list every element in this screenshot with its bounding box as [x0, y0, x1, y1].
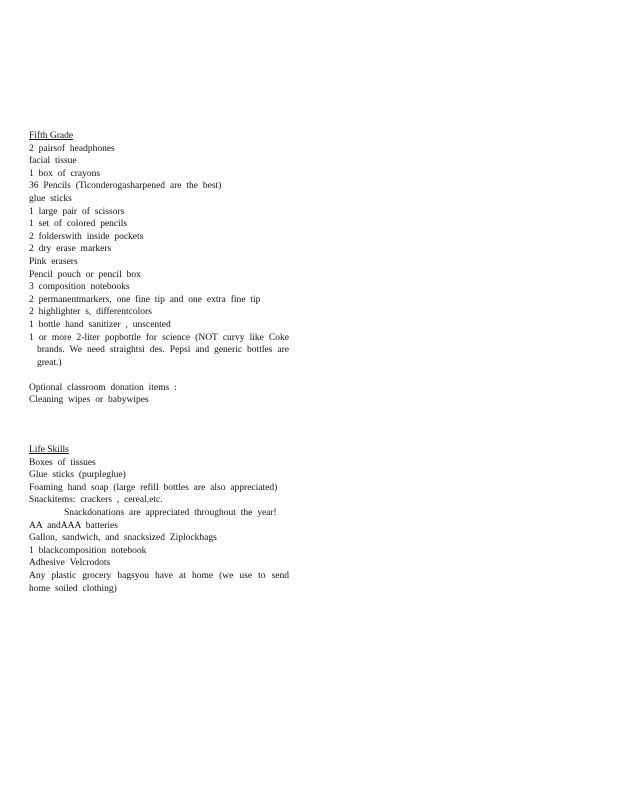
spacer [29, 369, 289, 382]
list-item: Foaming hand soap (large refill bottles are also appreciated) [29, 482, 278, 493]
list-item: 1 large pair of scissors [29, 206, 125, 217]
list-item: 36 Pencils (Ticonderogasharpened are the best) [29, 181, 222, 192]
list-item: 2 pairsof headphones [29, 143, 115, 154]
life-skills-section [29, 444, 289, 595]
list-item: glue sticks [29, 193, 72, 204]
list-item: 2 permanentmarkers, one fine tip and one extra fine tip [29, 294, 261, 305]
list-item: 2 folderswith inside pockets [29, 231, 144, 242]
soda-bottle-item: 1 or more 2-liter popbottle for science (NOT curvy like Coke brands. We need straightsi des. Pepsi and generic bottles are great.) [29, 332, 289, 368]
list-item: AA andAAA batteries [29, 520, 118, 531]
list-item: Adhesive Velcrodots [29, 558, 111, 569]
optional-donation-heading: Optional classroom donation items : [29, 382, 177, 393]
list-item: 1 set of colored pencils [29, 219, 128, 230]
list-item: 2 highlighter s, differentcolors [29, 307, 152, 318]
list-item: Boxes of tissues [29, 457, 96, 468]
fifth-grade-section [29, 130, 289, 407]
life-skills-heading: Life Skills [29, 445, 69, 455]
list-item: Glue sticks (purpleglue) [29, 470, 126, 481]
list-item: 3 composition notebooks [29, 282, 130, 293]
list-item: Pink erasers [29, 256, 78, 267]
grocery-bags-item: Any plastic grocery bagsyou have at home (we use to send home soiled clothing) [29, 570, 289, 594]
list-item: 1 box of crayons [29, 168, 101, 179]
list-item: Snackitems: crackers , cereal,etc. [29, 495, 163, 506]
list-item: Pencil pouch or pencil box [29, 269, 141, 280]
optional-donation-item: Cleaning wipes or babywipes [29, 395, 149, 406]
list-item: 2 dry erase markers [29, 244, 112, 255]
list-item: Gallon, sandwich, and snacksized Ziplockbags [29, 533, 217, 544]
fifth-grade-heading: Fifth Grade [29, 131, 74, 141]
list-item: 1 blackcomposition notebook [29, 545, 147, 556]
snack-note: Snackdonations are appreciated throughout the year! [64, 507, 277, 518]
list-item: facial tissue [29, 156, 77, 167]
list-item: 1 bottle hand sanitizer , unscented [29, 319, 171, 330]
